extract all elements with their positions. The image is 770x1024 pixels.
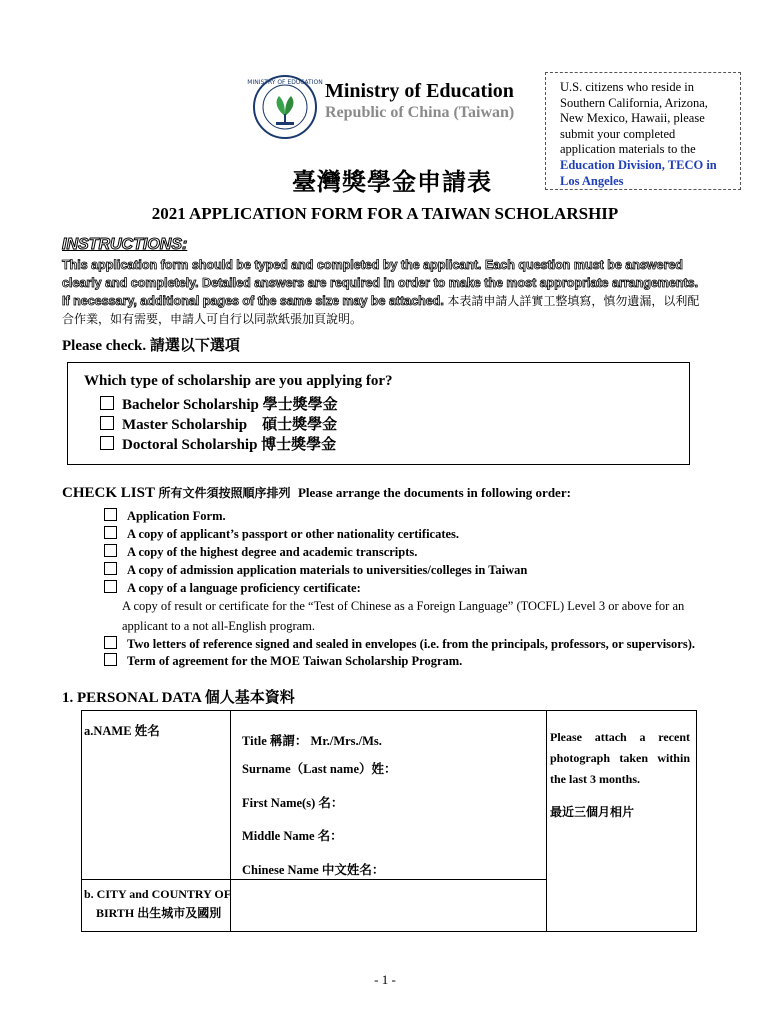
checklist-label: A copy of admission application materials to universities/colleges in Taiwan [127,563,528,577]
instructions-text [62,256,702,328]
checkbox[interactable] [104,580,117,593]
name-label: a.NAME 姓名 [84,724,160,738]
checkbox[interactable] [100,436,114,450]
checklist-item[interactable] [104,636,695,652]
checklist-item[interactable] [104,653,462,669]
checklist-label: A copy of a language proficiency certificate: [127,581,361,595]
middle-name-field[interactable]: Middle Name 名： [242,829,343,843]
checklist-label: A copy of applicant’s passport or other nationality certificates. [127,527,460,541]
checklist-title-zh: 所有文件須按照順序排列 [158,486,291,500]
birth-label: b. CITY and COUNTRY OF [84,887,232,901]
option-bachelor[interactable] [100,393,338,414]
notice-text: U.S. citizens who reside in Southern California, Arizona, New Mexico, Hawaii, please submit your completed application materials to the [560,80,708,157]
submission-notice-box [545,72,741,190]
checkbox[interactable] [104,526,117,539]
checkbox[interactable] [104,562,117,575]
checkbox[interactable] [104,544,117,557]
scholarship-type-box [67,362,690,465]
checklist-subtitle: Please arrange the documents in following order: [297,485,571,500]
birth-place-field[interactable] [232,881,544,931]
checklist-label: Two letters of reference signed and sealed in envelopes (i.e. from the principals, professors, or supervisors). [127,637,695,651]
option-master[interactable] [100,413,337,434]
notice-highlight: Education Division, TECO in Los Angeles [560,157,717,188]
column-divider [546,711,547,931]
ministry-name: Ministry of Education [325,80,514,102]
checkbox[interactable] [104,636,117,649]
page-number: - 1 - [374,972,396,987]
checklist-item[interactable] [104,508,226,524]
checkbox[interactable] [100,396,114,410]
chinese-name-field[interactable]: Chinese Name 中文姓名： [242,863,385,877]
checklist-title: CHECK LIST [62,485,155,501]
checklist-label: A copy of the highest degree and academic transcripts. [127,545,418,559]
option-label: Master Scholarship 碩士獎學金 [122,417,338,433]
checklist-item[interactable] [104,544,417,560]
option-doctoral[interactable] [100,433,336,454]
option-label: Doctoral Scholarship 博士獎學金 [122,437,337,453]
row-divider [82,879,546,880]
checklist-item[interactable] [104,562,527,578]
please-check-label: Please check. 請選以下選項 [62,338,240,354]
checkbox[interactable] [104,653,117,666]
tocfl-note: A copy of result or certificate for the “Test of Chinese as a Foreign Language” (TOCFL) Level 3 or above for an applicant to a not all-English program. [122,599,685,633]
personal-data-heading: 1. PERSONAL DATA 個人基本資料 [62,690,295,706]
checklist-heading [62,484,571,502]
title-field[interactable]: Title 稱謂： Mr./Mrs./Ms. [242,734,382,748]
checklist-item[interactable] [104,526,459,542]
personal-data-table [81,710,697,932]
checkbox[interactable] [100,416,114,430]
form-title: 2021 APPLICATION FORM FOR A TAIWAN SCHOLARSHIP [151,204,619,223]
photo-instruction-zh: 最近三個月相片 [550,805,635,819]
instructions-zh: 本表請申請人詳實工整填寫，慎勿遺漏，以利配合作業，如有需要，申請人可自行以同款紙張加頁說明。 [62,294,700,326]
birth-label-line2: BIRTH 出生城市及國別 [96,906,222,920]
chinese-form-title: 臺灣獎學金申請表 [292,168,492,196]
republic-name: Republic of China (Taiwan) [325,104,515,121]
scholarship-question: Which type of scholarship are you applying for? [84,373,393,389]
instructions-body: This application form should be typed and completed by the applicant. Each question must be answered clearly and completely. Detailed answers are required in order to make the most appropriate arrangements. If necessary, additional pages of the same size may be attached. [62,258,699,308]
svg-text:MINISTRY OF EDUCATION: MINISTRY OF EDUCATION [247,79,323,86]
first-name-field[interactable]: First Name(s) 名： [242,796,344,810]
checklist-label: Application Form. [127,509,226,523]
checklist-label: Term of agreement for the MOE Taiwan Scholarship Program. [127,654,463,668]
option-label: Bachelor Scholarship 學士獎學金 [122,397,338,413]
instructions-heading: INSTRUCTIONS: [62,236,188,253]
checklist-item[interactable] [104,580,361,596]
photo-instruction: Please attach a recent photograph taken within the last 3 months. [550,730,690,786]
surname-field[interactable]: Surname（Last name）姓： [242,762,397,776]
checkbox[interactable] [104,508,117,521]
ministry-of-education-seal-logo [247,74,323,140]
